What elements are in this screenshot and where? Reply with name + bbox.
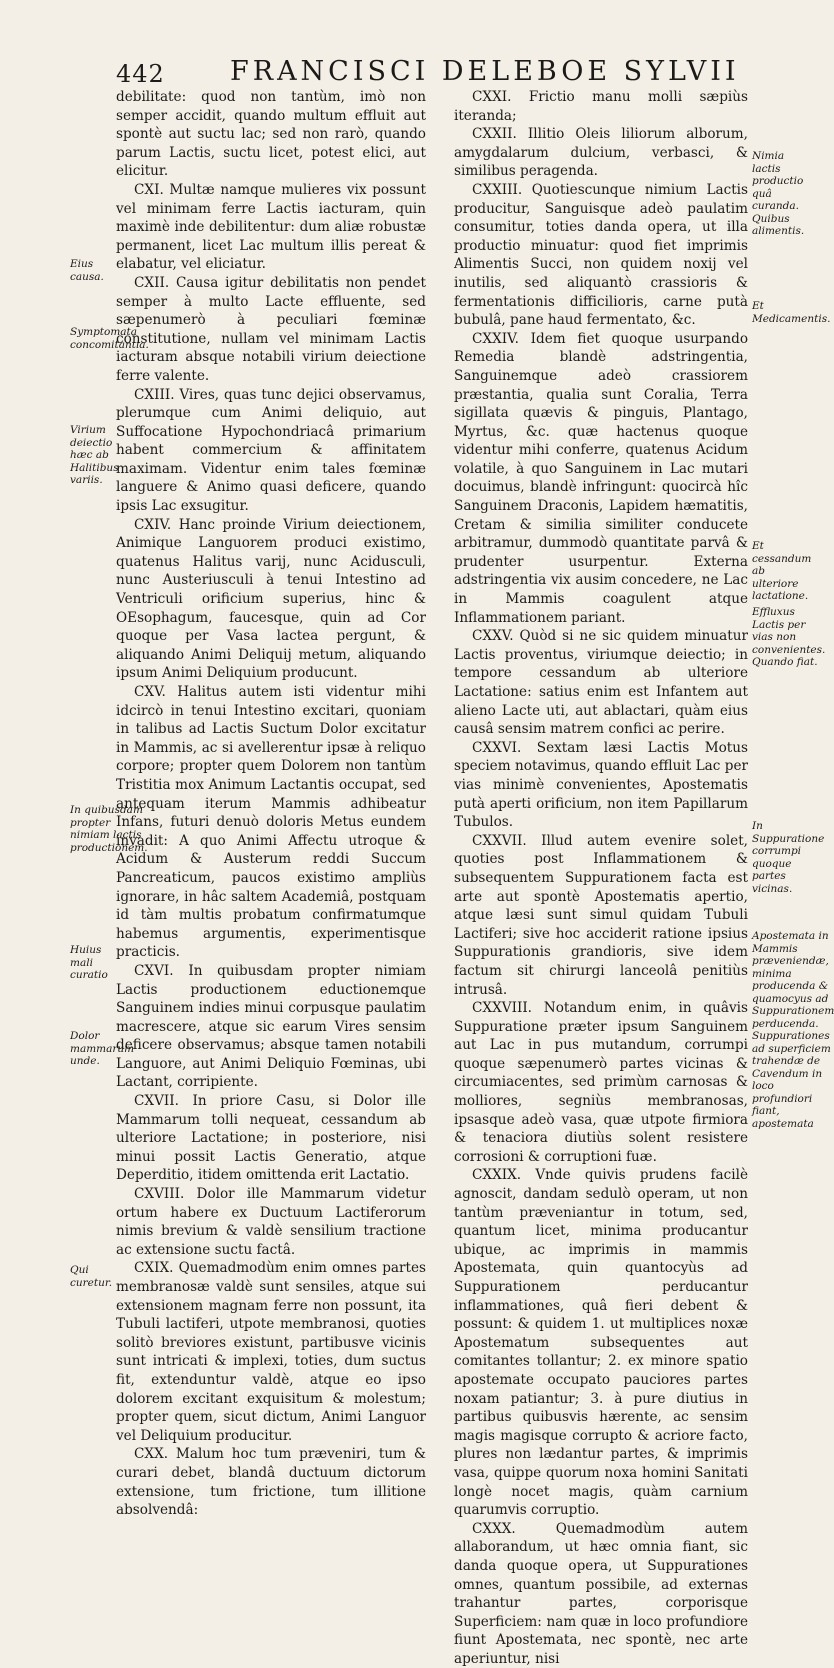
- margin-note: Et Medicamentis.: [752, 300, 831, 325]
- paragraph: CXXVI. Sextam læsi Lactis Motus speciem notavimus, quando effluit Lac per vias minimè convenientes, Apostematis putà aperti orificium, non item Papillarum Tubulos.: [454, 739, 748, 831]
- margin-note: Apostemata in Mammis præveniendæ, minima producenda & quamocyus ad Suppurationem perducenda. Suppurationes ad superficiem trahendæ de Cavendum in loco profundiori fiant, apostemata: [752, 930, 834, 1130]
- paragraph: CXVI. In quibusdam propter nimiam Lactis productionem eductionemque Sanguinem indies minui corpusque paulatim macrescere, atque sic earum Vires sensim deficere observamus; absque tamen notabili Languore, aut Animi Deliquio Fœminas, ubi Lactant, corripiente.: [116, 962, 426, 1091]
- margin-note: Symptomata concomitantia.: [70, 326, 149, 351]
- paragraph: CXXI. Frictio manu molli sæpiùs iteranda;: [454, 89, 748, 124]
- paragraph: CXXX. Quemadmodùm autem allaborandum, ut hæc omnia fiant, sic danda quoque opera, ut Suppurationes omnes, quantum possibile, ad externas trahantur partes, corporisque Superficiem: nam quæ in loco profundiore fiunt Apostemata, nec spontè, nec arte aperiuntur, nisi: [454, 1520, 748, 1667]
- margin-note: Qui curetur.: [70, 1264, 113, 1289]
- left-text-column: [116, 88, 426, 1520]
- paragraph: CXIX. Quemadmodùm enim omnes partes membranosæ valdè sunt sensiles, atque sui extensionem magnam ferre non possunt, ita Tubuli lactiferi, utpote membranosi, quoties solitò breviores existunt, partibusve vicinis sunt intricati & implexi, toties, dum suctus fit, extenduntur valdè, atque eo ipso dolorem excitant exquisitum & molestum; propter quem, sicut dictum, Animi Languor vel Deliquium producitur.: [116, 1260, 426, 1444]
- page-header: [110, 56, 790, 90]
- margin-note: In Suppuratione corrumpi quoque partes vicinas.: [752, 820, 825, 895]
- paragraph: CXXVIII. Notandum enim, in quâvis Suppuratione præter ipsum Sanguinem aut Lac in pus mutandum, corrumpi quoque sæpenumerò partes vicinas & circumiacentes, sed primùm carnosas & molliores, segniùs membranosas, ipsasque adeò vasa, quæ utpote firmiora & tenaciora diutiùs solent resistere corrosioni & corruptioni fuæ.: [454, 1000, 748, 1165]
- margin-note: Virium deiectio hæc ab Halitibus variis.: [70, 424, 119, 486]
- margin-note: Huius mali curatio: [70, 944, 108, 981]
- page-number: 442: [116, 60, 165, 88]
- paragraph: CXII. Causa igitur debilitatis non pendet semper à multo Lacte effluente, sed sæpenumerò à peculiari fœminæ constitutione, nullam vel minimam Lactis iacturam absque notabili virium deiectione ferre valente.: [116, 274, 426, 384]
- margin-note: Effluxus Lactis per vias non convenientes. Quando fiat.: [752, 606, 826, 668]
- margin-note: Eius causa.: [70, 258, 104, 283]
- paragraph: CXVII. In priore Casu, si Dolor ille Mammarum tolli nequeat, cessandum ab ulteriore Lactatione; in posteriore, nisi minui possit Lactis Generatio, atque Deperditio, itidem omittenda erit Lactatio.: [116, 1093, 426, 1184]
- margin-note: In quibusdam propter nimiam lactis productionem.: [70, 804, 148, 854]
- paragraph: CXXIII. Quotiescunque nimium Lactis producitur, Sanguisque adeò paulatim consumitur, toties danda opera, ut illa productio minuatur: quod fiet imprimis Alimentis Succi, non quidem noxij vel inutilis, sed aliquantò crassioris & fermentationis difficilioris, carne putà bubulâ, pane haud fermentato, &c.: [454, 181, 748, 329]
- paragraph: CXV. Halitus autem isti videntur mihi idcircò in tenui Intestino excitari, quoniam in talibus ad Lactis Suctum Dolor excitatur in Mammis, ac si avellerentur ipsæ à reliquo corpore; propter quem Dolorem non tantùm Tristitia mox Animum Lactantis occupat, sed antequam iterum Mammis adhibeatur Infans, futuri denuò doloris Metus eundem invadit: A quo Animi Affectu utroque & Acidum & Austerum reddi Succum Pancreaticum, paucos existimo ampliùs ignorare, in hâc saltem Academiâ, postquam id tàm multis probatum confirmatumque habemus argumentis, experimentisque practicis.: [116, 684, 426, 961]
- margin-note: Et cessandum ab ulteriore lactatione.: [752, 540, 812, 602]
- paragraph: CXIV. Hanc proinde Virium deiectionem, Animique Languorem produci existimo, quatenus Halitus varij, nunc Acidusculi, nunc Austeriusculi à tenui Intestino ad Ventriculi orificium superius, hinc & OEsophagum, faucesque, quin ad Cor quoque per Vasa lactea pergunt, & aliquando Animi Deliquij metum, aliquando ipsum Animi Deliquium producunt.: [116, 516, 426, 682]
- margin-note: Nimia lactis productio quâ curanda. Quibus alimentis.: [752, 150, 805, 237]
- paragraph: CXX. Malum hoc tum præveniri, tum & curari debet, blandâ ductuum dictorum extensione, tum frictione, tum illitione absolvendâ:: [116, 1446, 426, 1519]
- paragraph: debilitate: quod non tantùm, imò non semper accidit, quando multum effluit aut spontè aut suctu lac; sed non rarò, quando parum Lactis, suctu licet, potest elici, aut elicitur.: [116, 89, 426, 180]
- paragraph: CXVIII. Dolor ille Mammarum videtur ortum habere ex Ductuum Lactiferorum nimis brevium & valdè sensilium tractione ac extensione suctu factâ.: [116, 1186, 426, 1258]
- paragraph: CXXVII. Illud autem evenire solet, quoties post Inflammationem & subsequentem Suppurationem facta est arte aut spontè Apostematis apertio, atque læsi sunt simul quidam Tubuli Lactiferi; sive hoc acciderit ratione ipsius Suppurationis grandioris, sive idem factum sit chirurgi lanceolâ penitiùs intrusâ.: [454, 832, 748, 998]
- paragraph: CXXII. Illitio Oleis liliorum alborum, amygdalarum dulcium, verbasci, & similibus peragenda.: [454, 126, 748, 180]
- margin-note: Dolor mammarum unde.: [70, 1030, 135, 1067]
- running-head: FRANCISCI DELEBOE SYLVII: [230, 56, 740, 87]
- paragraph: CXXIX. Vnde quivis prudens facilè agnoscit, dandam sedulò operam, ut non tantùm præveniantur in totum, sed, quantum licet, minima producantur ubique, ac imprimis in mammis Apostemata, quin quantocyùs ad Suppurationem perducantur inflammationes, quâ fieri debent & possunt: & quidem 1. ut multiplices noxæ Apostematum subsequentes aut comitantes tollantur; 2. ex minore spatio apostemate occupato pauciores partes noxam patiantur; 3. à pure diutius in partibus quibusvis hærente, ac sensim magis magisque corrupto & acriore facto, plures non lædantur partes, & imprimis vasa, quippe quorum noxa homini Sanitati longè nocet magis, quàm carnium quarumvis corruptio.: [454, 1167, 748, 1519]
- paragraph: CXIII. Vires, quas tunc dejici observamus, plerumque cum Animi deliquio, aut Suffocatione Hypochondriacâ primarium habent commercium & affinitatem maximam. Videntur enim tales fœminæ languere & Animo quasi deficere, quando ipsis Lac exsugitur.: [116, 386, 426, 515]
- paragraph: CXI. Multæ namque mulieres vix possunt vel minimam ferre Lactis iacturam, quin maximè inde debilitentur: dum aliæ robustæ permanent, licet Lac multum illis pereat & elabatur, vel eliciatur.: [116, 181, 426, 273]
- paragraph: CXXIV. Idem fiet quoque usurpando Remedia blandè adstringentia, Sanguinemque adeò crassiorem præstantia, qualia sunt Coralia, Terra sigillata quævis & pinguis, Plantago, Myrtus, &c. quæ hactenus quoque videntur mihi conferre, quatenus Acidum volatile, à quo Sanguinem in Lac mutari docuimus, blandè infringunt: quocircà hîc Sanguinem Draconis, Lapidem hæmatitis, Cretam & similia similiter conducete arbitramur, dummodò quantitate parvâ & prudenter usurpentur. Externa adstringentia vix ausim concedere, ne Lac in Mammis coagulent atque Inflammationem pariant.: [454, 330, 748, 626]
- paragraph: CXXV. Quòd si ne sic quidem minuatur Lactis proventus, viriumque deiectio; in tempore cessandum ab ulteriore Lactatione: satius enim est Infantem aut alieno Lacte uti, aut ablactari, quàm eius causâ sensim matrem confici ac perire.: [454, 628, 748, 738]
- right-text-column: [454, 88, 748, 1668]
